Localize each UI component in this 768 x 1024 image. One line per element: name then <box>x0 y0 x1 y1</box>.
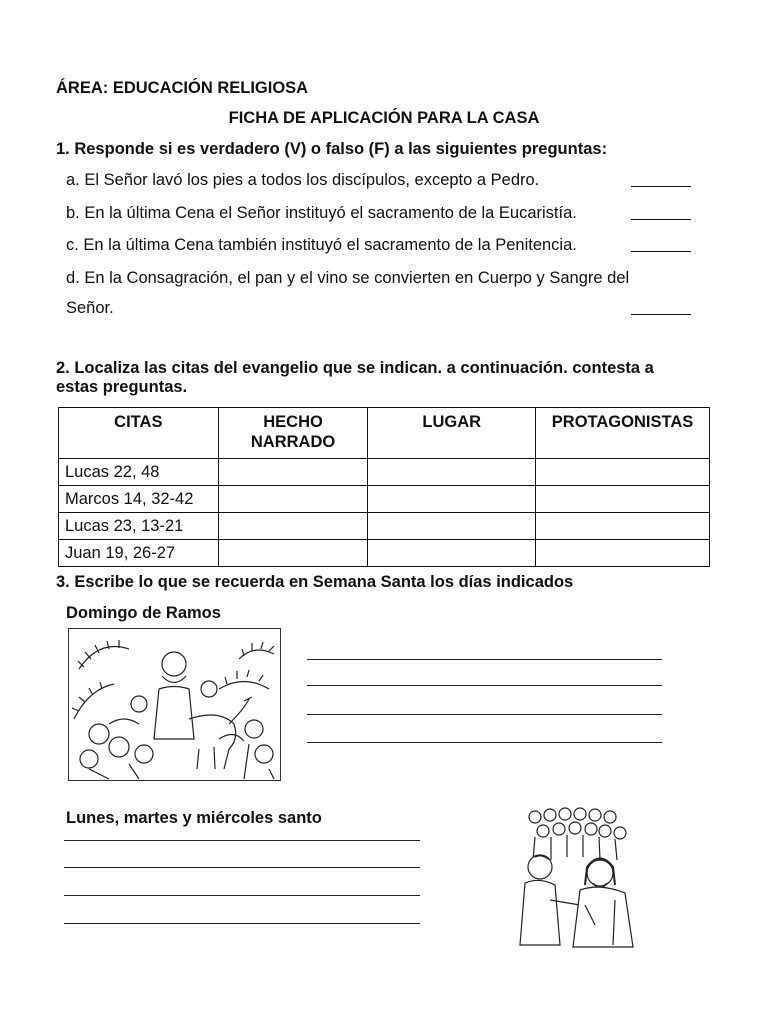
q1-item-c: c. En la última Cena también instituyó el sacramento de la Penitencia. <box>66 236 577 254</box>
col-citas: CITAS <box>59 408 219 459</box>
lugar-cell[interactable] <box>368 540 536 567</box>
q1-answer-a[interactable] <box>631 186 691 187</box>
answer-line[interactable] <box>64 895 420 896</box>
cita-cell: Lucas 23, 13-21 <box>59 513 219 540</box>
protagonistas-cell[interactable] <box>536 513 710 540</box>
q2-heading-line2: estas preguntas. <box>56 378 188 396</box>
answer-line[interactable] <box>64 840 420 841</box>
q1-item-d: d. En la Consagración, el pan y el vino se convierten en Cuerpo y Sangre del <box>66 269 630 287</box>
worksheet-title: FICHA DE APLICACIÓN PARA LA CASA <box>228 109 540 127</box>
q3-heading: 3. Escribe lo que se recuerda en Semana Santa los días indicados <box>56 573 574 591</box>
answer-line[interactable] <box>64 867 420 868</box>
cita-cell: Marcos 14, 32-42 <box>59 486 219 513</box>
answer-line[interactable] <box>307 659 662 660</box>
palm-sunday-illustration <box>68 628 281 781</box>
q1-answer-c[interactable] <box>631 251 691 252</box>
q1-answer-d[interactable] <box>631 314 691 315</box>
q2-heading-line1: 2. Localiza las citas del evangelio que se indican. a continuación. contesta a <box>56 359 654 377</box>
q1-answer-b[interactable] <box>631 219 691 220</box>
hecho-cell[interactable] <box>218 459 368 486</box>
lugar-cell[interactable] <box>368 486 536 513</box>
protagonistas-cell[interactable] <box>536 540 710 567</box>
col-protagonistas: PROTAGONISTAS <box>536 408 710 459</box>
protagonistas-cell[interactable] <box>536 459 710 486</box>
hecho-cell[interactable] <box>218 540 368 567</box>
lugar-cell[interactable] <box>368 459 536 486</box>
palm-sunday-icon <box>69 629 280 780</box>
lugar-cell[interactable] <box>368 513 536 540</box>
table-row <box>59 486 710 513</box>
table-row <box>59 459 710 486</box>
table-row <box>59 540 710 567</box>
protagonistas-cell[interactable] <box>536 486 710 513</box>
cita-cell: Lucas 22, 48 <box>59 459 219 486</box>
jesus-with-disciples-illustration <box>505 805 645 950</box>
q1-item-a: a. El Señor lavó los pies a todos los discípulos, excepto a Pedro. <box>66 171 540 189</box>
hecho-cell[interactable] <box>218 486 368 513</box>
table-row <box>59 513 710 540</box>
col-hecho-narrado: HECHO NARRADO <box>218 408 368 459</box>
hecho-cell[interactable] <box>218 513 368 540</box>
answer-line[interactable] <box>64 923 420 924</box>
disciples-icon <box>505 805 645 950</box>
q1-heading: 1. Responde si es verdadero (V) o falso (F) a las siguientes preguntas: <box>56 140 608 158</box>
area-heading: ÁREA: EDUCACIÓN RELIGIOSA <box>56 79 309 97</box>
answer-line[interactable] <box>307 714 662 715</box>
citas-table <box>58 407 710 567</box>
table-header-row <box>59 408 710 459</box>
q1-item-b: b. En la última Cena el Señor instituyó el sacramento de la Eucaristía. <box>66 204 577 222</box>
day-lunes-martes-miercoles: Lunes, martes y miércoles santo <box>66 809 322 827</box>
cita-cell: Juan 19, 26-27 <box>59 540 219 567</box>
col-lugar: LUGAR <box>368 408 536 459</box>
answer-line[interactable] <box>307 742 662 743</box>
q1-item-d-cont: Señor. <box>66 299 114 317</box>
day-domingo-ramos: Domingo de Ramos <box>66 604 221 622</box>
answer-line[interactable] <box>307 685 662 686</box>
